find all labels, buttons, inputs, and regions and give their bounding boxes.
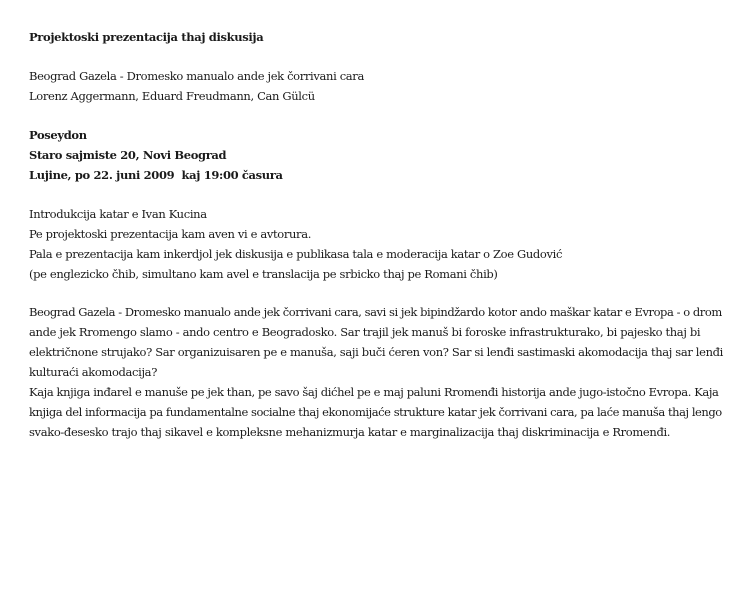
book-title-line: Beograd Gazela - Dromesko manualo ande jek čorrivani cara (29, 69, 364, 83)
description-line: ande jek Rromengo slamo - ando centro e Beogradosko. Sar trajil jek manuš bi foroske infrastrukturako, bi pajesko thaj bi (29, 325, 701, 339)
event-address: Staro sajmiste 20, Novi Beograd (29, 148, 227, 162)
description-line: električnone strujako? Sar organizuisaren pe e manuša, saji buči ćeren von? Sar si lenđi sastimaski akomodacija thaj sar lenđi (29, 345, 723, 359)
book-authors: Lorenz Aggermann, Eduard Freudmann, Can Gülcü (29, 89, 315, 103)
document-title: Projektoski prezentacija thaj diskusija (29, 30, 264, 44)
program-line: (pe englezicko čhib, simultano kam avel e translacija pe srbicko thaj pe Romani čhib) (29, 267, 498, 281)
description-line: Kaja knjiga inđarel e manuše pe jek than, pe savo šaj dićhel pe e maj paluni Rromenđi historija ande jugo-istočno Evropa. Kaja (29, 385, 719, 399)
description-line: Beograd Gazela - Dromesko manualo ande jek čorrivani cara, savi si jek bipindžardo kotor ando maškar katar e Evropa - o drom (29, 305, 722, 319)
description-line: svako-đesesko trajo thaj sikavel e kompleksne mehanizmurja katar e marginalizacija thaj diskriminacija e Rromenđi. (29, 425, 671, 439)
program-line: Introdukcija katar e Ivan Kucina (29, 207, 207, 221)
event-datetime: Lujine, po 22. juni 2009 kaj 19:00 časura (29, 168, 283, 182)
description-line: knjiga del informacija pa fundamentalne socialne thaj ekonomijaće strukture katar jek čorrivani cara, pa laće manuša thaj lengo (29, 405, 722, 419)
program-line: Pala e prezentacija kam inkerdjol jek diskusija e publikasa tala e moderacija katar o Zoe Gudović (29, 247, 563, 261)
description-line: kulturaći akomodacija? (29, 365, 158, 379)
program-line: Pe projektoski prezentacija kam aven vi e avtorura. (29, 227, 312, 241)
event-venue: Poseydon (29, 128, 87, 142)
